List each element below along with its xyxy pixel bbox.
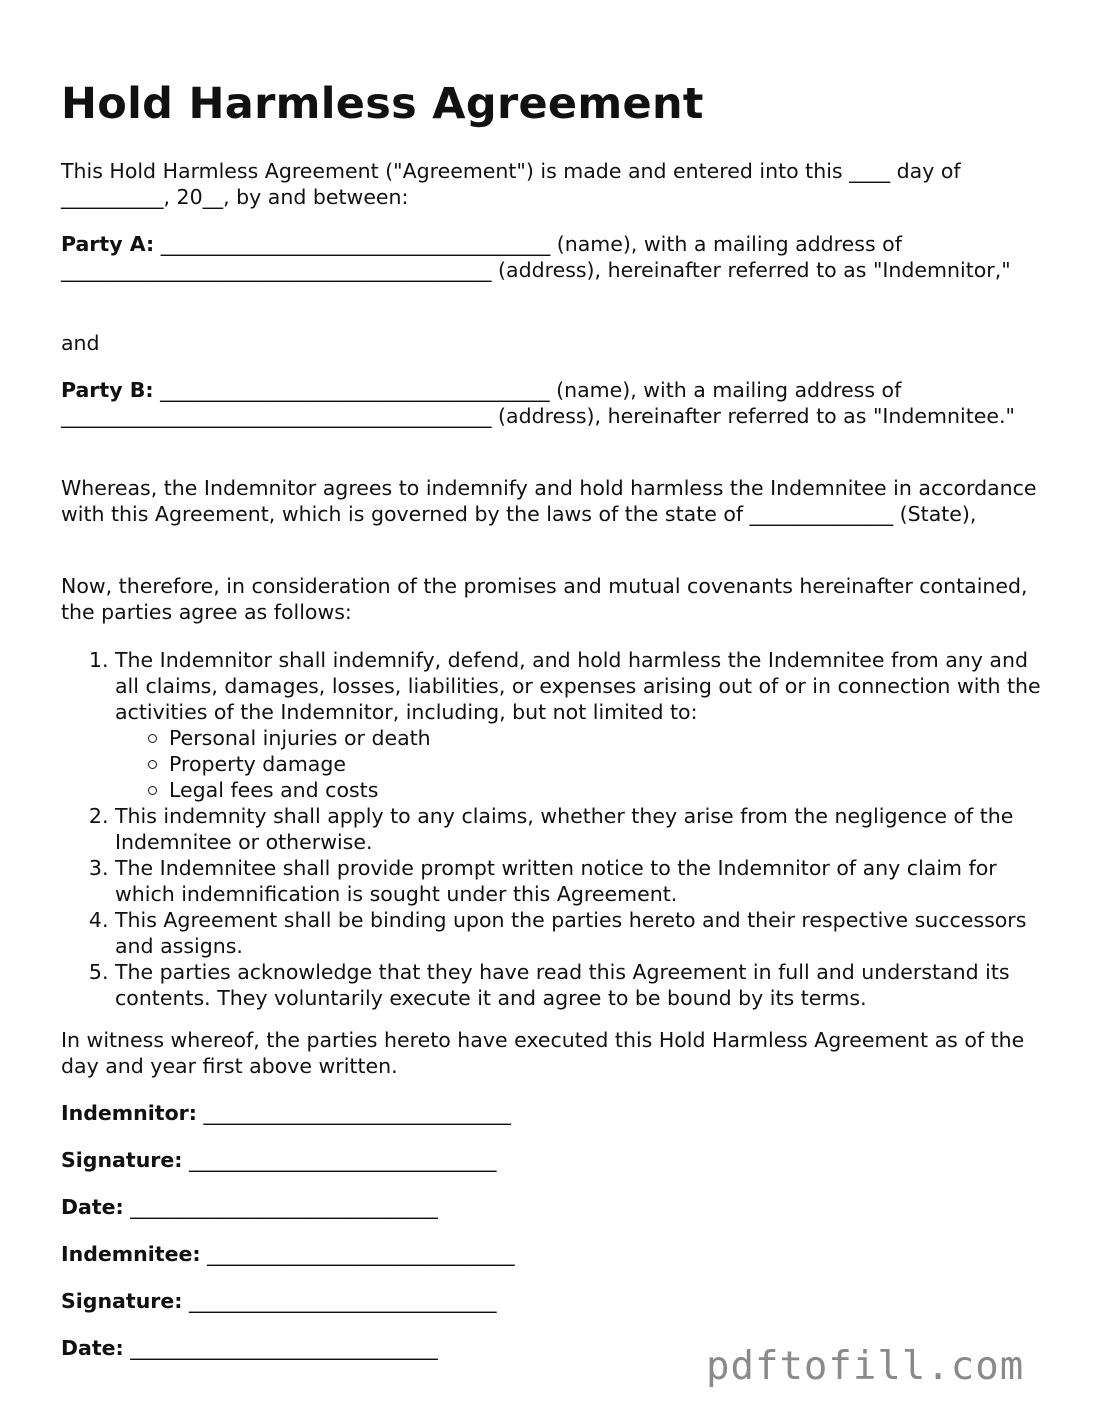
party-b-paragraph bbox=[61, 377, 1046, 429]
clause-text: The Indemnitor shall indemnify, defend, and hold harmless the Indemnitee from any and all claims, damages, losses, liabilities, or expenses arising out of or in connection with the activities of the Indemnitor, including, but not limited to: bbox=[115, 648, 1041, 724]
signature-line-indemnitor-date[interactable] bbox=[61, 1194, 438, 1220]
witness-paragraph: In witness whereof, the parties hereto have executed this Hold Harmless Agreement as of the day and year first above written. bbox=[61, 1028, 1025, 1078]
sub-item: Property damage bbox=[169, 751, 1046, 777]
signature-label: Indemnitor: bbox=[61, 1101, 197, 1125]
signature-label: Signature: bbox=[61, 1148, 183, 1172]
clause-item bbox=[115, 647, 1046, 803]
signature-label: Date: bbox=[61, 1336, 124, 1360]
signature-line-indemnitee-signature[interactable] bbox=[61, 1288, 497, 1314]
clauses-list-wrap bbox=[61, 647, 1046, 1011]
sub-item: Legal fees and costs bbox=[169, 777, 1046, 803]
blank-line[interactable]: ______________________________ bbox=[123, 1336, 438, 1360]
party-a-paragraph bbox=[61, 231, 1046, 283]
signature-label: Indemnitee: bbox=[61, 1242, 201, 1266]
blank-line[interactable]: ______________________________ bbox=[182, 1148, 497, 1172]
whereas-paragraph: Whereas, the Indemnitor agrees to indemnify and hold harmless the Indemnitee in accordance with this Agreement, which is governed by the laws of the state of ______________ (State), bbox=[61, 476, 1037, 526]
blank-line[interactable]: ______________________________ bbox=[123, 1195, 438, 1219]
signature-line-indemnitor-signature[interactable] bbox=[61, 1147, 497, 1173]
sub-items-list bbox=[115, 725, 1046, 803]
now-therefore-paragraph: Now, therefore, in consideration of the promises and mutual covenants hereinafter contained, the parties agree as follows: bbox=[61, 574, 1028, 624]
party-a-text: ______________________________________ (name), with a mailing address of __________________________________________ (address), hereinafter referred to as "Indemnitor," bbox=[61, 232, 1011, 282]
party-a-label: Party A: bbox=[61, 232, 155, 256]
party-b-label: Party B: bbox=[61, 378, 154, 402]
clause-item: 3. The Indemnitee shall provide prompt written notice to the Indemnitor of any claim for which indemnification is sought under this Agreement. bbox=[115, 855, 1046, 907]
watermark: pdftofill.com bbox=[706, 1344, 1025, 1389]
signature-label: Signature: bbox=[61, 1289, 183, 1313]
clause-item: 5. The parties acknowledge that they have read this Agreement in full and understand its contents. They voluntarily execute it and agree to be bound by its terms. bbox=[115, 959, 1046, 1011]
sub-item: Personal injuries or death bbox=[169, 725, 1046, 751]
signature-line-indemnitee[interactable] bbox=[61, 1241, 515, 1267]
document-title: Hold Harmless Agreement bbox=[61, 79, 704, 129]
intro-paragraph: This Hold Harmless Agreement ("Agreement") is made and entered into this ____ day of __________, 20__, by and between: bbox=[61, 159, 961, 209]
signature-line-indemnitee-date[interactable] bbox=[61, 1335, 438, 1361]
blank-line[interactable]: ______________________________ bbox=[196, 1101, 512, 1125]
clause-item: 4. This Agreement shall be binding upon the parties hereto and their respective successors and assigns. bbox=[115, 907, 1046, 959]
party-b-text: ______________________________________ (name), with a mailing address of __________________________________________ (address), hereinafter referred to as "Indemnitee." bbox=[61, 378, 1015, 428]
and-text: and bbox=[61, 331, 100, 355]
clause-item: 2. This indemnity shall apply to any claims, whether they arise from the negligence of the Indemnitee or otherwise. bbox=[115, 803, 1046, 855]
clauses-list bbox=[61, 647, 1046, 1011]
signature-label: Date: bbox=[61, 1195, 124, 1219]
signature-line-indemnitor[interactable] bbox=[61, 1100, 511, 1126]
blank-line[interactable]: ______________________________ bbox=[200, 1242, 515, 1266]
blank-line[interactable]: ______________________________ bbox=[182, 1289, 497, 1313]
